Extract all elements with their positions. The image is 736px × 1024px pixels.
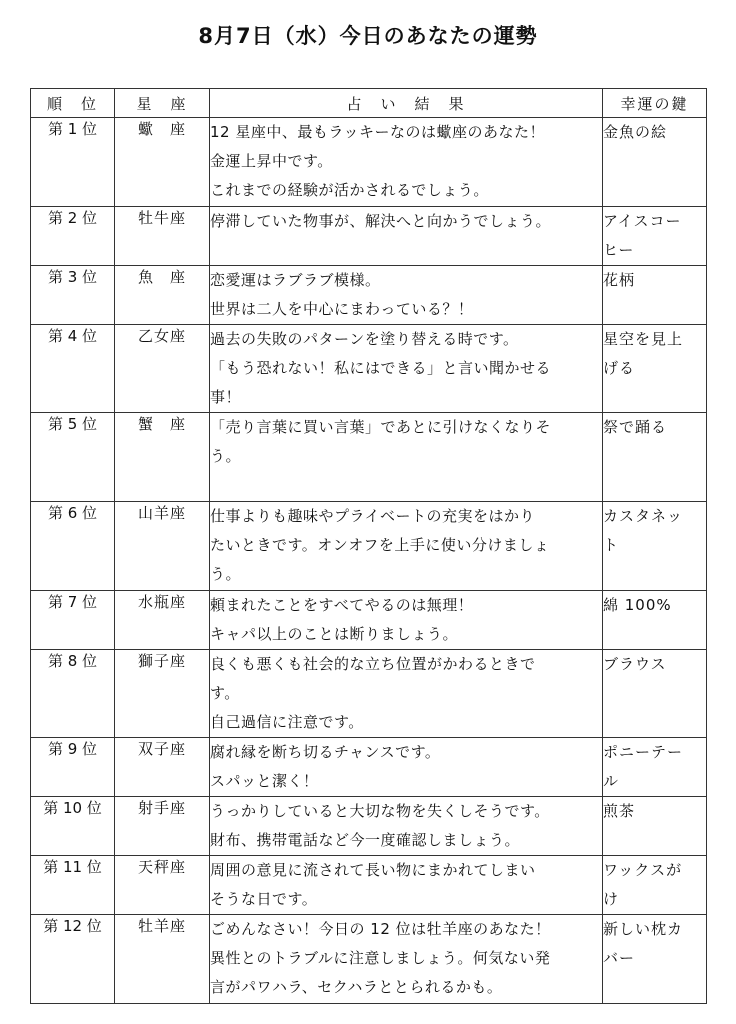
fortune-result-cell: [210, 325, 603, 413]
zodiac-sign-cell: 蠍 座: [115, 118, 210, 207]
fortune-result-line: う。: [210, 565, 242, 583]
fortune-result-line: 金運上昇中です。: [210, 152, 333, 170]
fortune-result-cell: [210, 413, 603, 502]
lucky-item-cell: [603, 591, 707, 650]
fortune-result-cell: [210, 207, 603, 266]
lucky-item-cell: [603, 650, 707, 738]
lucky-item-cell: [603, 856, 707, 915]
lucky-item-cell: [603, 207, 707, 266]
lucky-item-cell: [603, 738, 707, 797]
zodiac-sign-cell: 水瓶座: [115, 591, 210, 650]
fortune-result-cell: [210, 797, 603, 856]
fortune-result-cell: [210, 266, 603, 325]
rank-cell: 第 11 位: [31, 856, 115, 915]
rank-cell: 第 3 位: [31, 266, 115, 325]
header-row: [31, 89, 707, 118]
zodiac-sign-cell: 乙女座: [115, 325, 210, 413]
fortune-result-line: 恋愛運はラブラブ模様。: [210, 271, 381, 289]
zodiac-sign-cell: 射手座: [115, 797, 210, 856]
table-row: [31, 591, 707, 650]
lucky-item-line: 花柄: [603, 271, 636, 289]
header-sign: 星 座: [115, 89, 210, 118]
lucky-item-line: 煎茶: [603, 802, 636, 820]
fortune-result-cell: [210, 591, 603, 650]
fortune-result-cell: [210, 915, 603, 1004]
table-row: [31, 797, 707, 856]
table-row: [31, 118, 707, 207]
fortune-result-line: キャパ以上のことは断りましょう。: [210, 625, 459, 643]
fortune-result-line: 頼まれたことをすべてやるのは無理！: [210, 596, 474, 614]
lucky-item-line: バー: [603, 949, 636, 967]
table-row: [31, 266, 707, 325]
fortune-result-line: 12 星座中、最もラッキーなのは蠍座のあなた！: [210, 123, 546, 141]
fortune-result-line: 「売り言葉に買い言葉」であとに引けなくなりそ: [210, 418, 552, 436]
fortune-result-line: 腐れ縁を断ち切るチャンスです。: [210, 743, 441, 761]
fortune-result-line: 仕事よりも趣味やプライベートの充実をはかり: [210, 507, 536, 525]
fortune-result-cell: [210, 502, 603, 591]
fortune-result-line: たいときです。オンオフを上手に使い分けましょ: [210, 536, 550, 554]
table-row: [31, 738, 707, 797]
fortune-result-line: 過去の失敗のパターンを塗り替える時です。: [210, 330, 519, 348]
fortune-result-line: 財布、携帯電話など今一度確認しましょう。: [210, 831, 521, 849]
zodiac-sign-cell: 魚 座: [115, 266, 210, 325]
lucky-item-line: ポニーテー: [603, 743, 684, 761]
fortune-result-line: そうな日です。: [210, 890, 318, 908]
table-row: [31, 207, 707, 266]
table-row: [31, 325, 707, 413]
lucky-item-line: ト: [603, 536, 620, 554]
lucky-item-cell: [603, 118, 707, 207]
lucky-item-line: カスタネッ: [603, 507, 684, 525]
fortune-result-line: す。: [210, 684, 240, 702]
zodiac-sign-cell: 牡牛座: [115, 207, 210, 266]
lucky-item-cell: [603, 915, 707, 1004]
rank-cell: 第 10 位: [31, 797, 115, 856]
rank-cell: 第 9 位: [31, 738, 115, 797]
fortune-result-line: 異性とのトラブルに注意しましょう。何気ない発: [210, 949, 551, 967]
lucky-item-line: げる: [603, 359, 636, 377]
header-result: 占 い 結 果: [210, 89, 603, 118]
zodiac-sign-cell: 蟹 座: [115, 413, 210, 502]
lucky-item-line: 祭で踊る: [603, 418, 668, 436]
rank-cell: 第 6 位: [31, 502, 115, 591]
fortune-result-line: う。: [210, 447, 242, 465]
lucky-item-line: 金魚の絵: [603, 123, 668, 141]
lucky-item-cell: [603, 502, 707, 591]
fortune-result-line: 言がパワハラ、セクハラととられるかも。: [210, 978, 503, 996]
fortune-result-line: 停滞していた物事が、解決へと向かうでしょう。: [210, 212, 552, 230]
fortune-result-line: これまでの経験が活かされるでしょう。: [210, 181, 489, 199]
fortune-result-line: 事！: [210, 388, 242, 406]
rank-cell: 第 8 位: [31, 650, 115, 738]
fortune-result-line: ごめんなさい！今日の 12 位は牡羊座のあなた！: [210, 920, 551, 938]
fortune-result-cell: [210, 856, 603, 915]
zodiac-sign-cell: 双子座: [115, 738, 210, 797]
lucky-item-cell: [603, 797, 707, 856]
horoscope-table: [30, 88, 707, 1004]
rank-cell: 第 1 位: [31, 118, 115, 207]
fortune-result-cell: [210, 118, 603, 207]
fortune-result-cell: [210, 738, 603, 797]
table-body: [31, 118, 707, 1004]
rank-cell: 第 2 位: [31, 207, 115, 266]
rank-cell: 第 4 位: [31, 325, 115, 413]
lucky-item-line: 星空を見上: [603, 330, 684, 348]
table-row: [31, 915, 707, 1004]
rank-cell: 第 5 位: [31, 413, 115, 502]
header-rank: 順 位: [31, 89, 115, 118]
zodiac-sign-cell: 天秤座: [115, 856, 210, 915]
lucky-item-line: ワックスが: [603, 861, 683, 879]
fortune-result-line: 周囲の意見に流されて長い物にまかれてしまい: [210, 861, 536, 879]
zodiac-sign-cell: 牡羊座: [115, 915, 210, 1004]
lucky-item-cell: [603, 325, 707, 413]
table-row: [31, 502, 707, 591]
fortune-result-line: スパッと潔く！: [210, 772, 319, 790]
fortune-result-cell: [210, 650, 603, 738]
lucky-item-line: ル: [603, 772, 620, 790]
zodiac-sign-cell: 山羊座: [115, 502, 210, 591]
header-lucky-item: 幸運の鍵: [603, 89, 707, 118]
fortune-result-line: 世界は二人を中心にまわっている？！: [210, 300, 474, 318]
table-row: [31, 650, 707, 738]
fortune-result-line: 良くも悪くも社会的な立ち位置がかわるときで: [210, 655, 536, 673]
fortune-result-line: うっかりしていると大切な物を失くしそうです。: [210, 802, 550, 820]
lucky-item-cell: [603, 266, 707, 325]
fortune-result-line: 「もう恐れない！私にはできる」と言い聞かせる: [210, 359, 552, 377]
rank-cell: 第 7 位: [31, 591, 115, 650]
lucky-item-line: ヒー: [603, 241, 635, 259]
lucky-item-line: け: [603, 890, 620, 908]
lucky-item-line: ブラウス: [603, 655, 667, 673]
lucky-item-line: 綿 100%: [603, 596, 672, 614]
lucky-item-cell: [603, 413, 707, 502]
lucky-item-line: アイスコー: [603, 212, 682, 230]
table-row: [31, 856, 707, 915]
fortune-result-line: 自己過信に注意です。: [210, 713, 364, 731]
zodiac-sign-cell: 獅子座: [115, 650, 210, 738]
table-row: [31, 413, 707, 502]
page-title: 8月7日（水）今日のあなたの運勢: [198, 24, 538, 48]
rank-cell: 第 12 位: [31, 915, 115, 1004]
lucky-item-line: 新しい枕カ: [603, 920, 684, 938]
